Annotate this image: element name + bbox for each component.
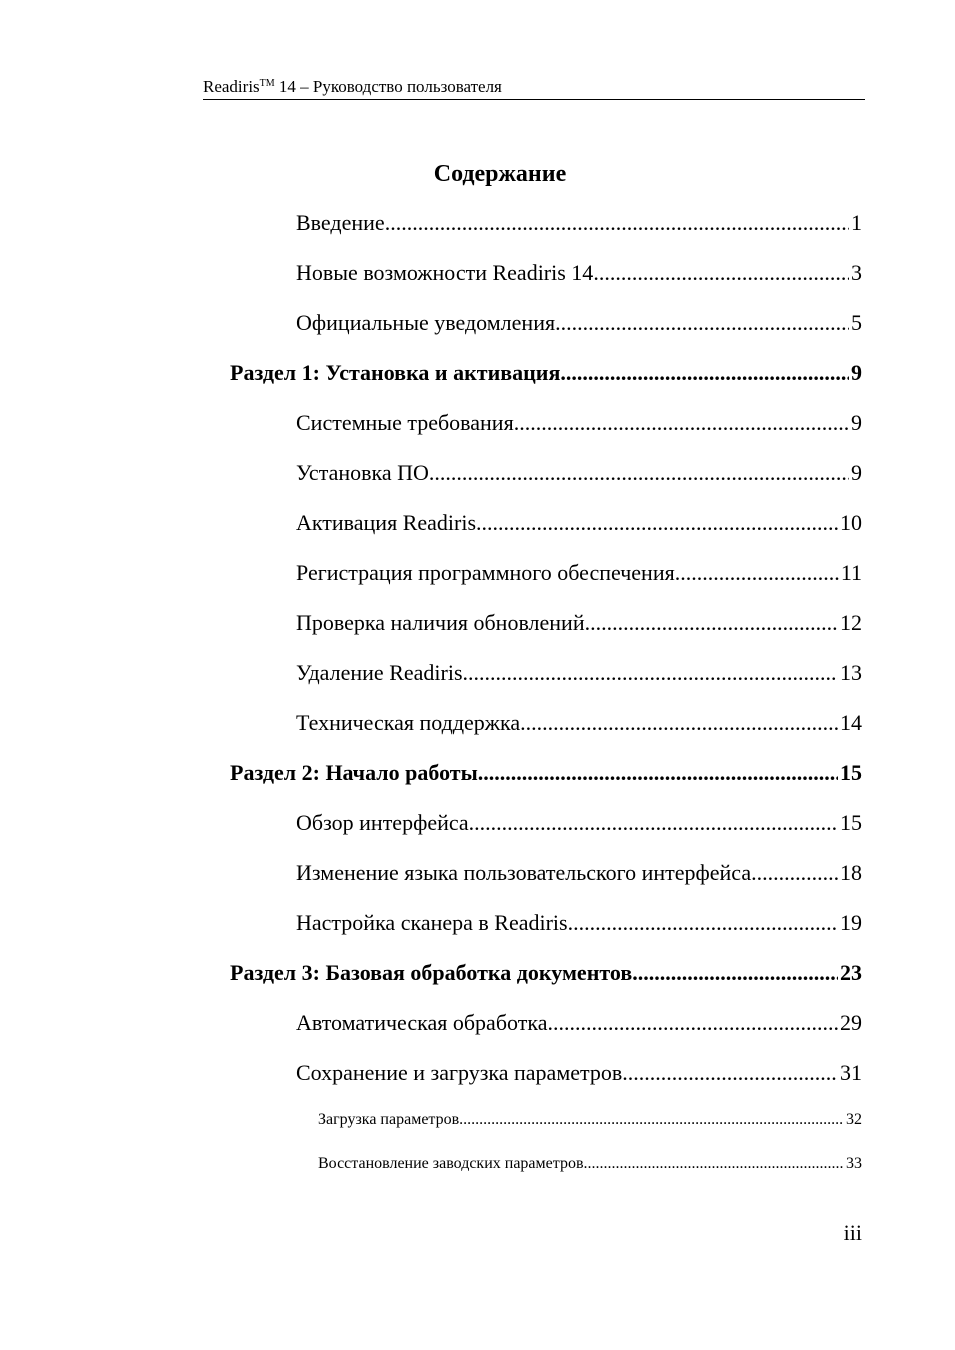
dot-leader <box>585 610 838 636</box>
dot-leader <box>675 560 839 586</box>
header-product: Readiris <box>203 77 260 96</box>
toc-entry-title: Техническая поддержка <box>296 710 521 735</box>
toc-entry-page: 32 <box>846 1111 862 1128</box>
toc-entry-page: 18 <box>840 860 862 885</box>
dot-leader <box>478 760 838 786</box>
toc-entry[interactable] <box>318 1111 862 1129</box>
toc-entry-title: Регистрация программного обеспечения <box>296 560 675 585</box>
toc-entry[interactable] <box>296 610 862 636</box>
toc-entry-title: Системные требования <box>296 410 514 435</box>
toc-entry[interactable] <box>296 860 862 886</box>
dot-leader <box>469 810 838 836</box>
toc-entry-page: 11 <box>840 560 862 585</box>
toc-entry-title: Автоматическая обработка <box>296 1010 548 1035</box>
toc-entry-title: Раздел 2: Начало работы <box>230 760 478 785</box>
dot-leader <box>555 310 849 336</box>
toc-entry-title: Проверка наличия обновлений <box>296 610 585 635</box>
toc-entry-page: 31 <box>840 1060 862 1085</box>
toc-entry-title: Введение <box>296 210 385 235</box>
toc-entry[interactable] <box>296 260 862 286</box>
toc-entry-title: Обзор интерфейса <box>296 810 469 835</box>
toc-entry-title: Раздел 3: Базовая обработка документов <box>230 960 633 985</box>
dot-leader <box>751 860 838 886</box>
toc-entry[interactable] <box>296 660 862 686</box>
dot-leader <box>459 1111 844 1129</box>
toc-entry-page: 3 <box>851 260 862 285</box>
dot-leader <box>593 260 849 286</box>
toc-entry-page: 19 <box>840 910 862 935</box>
toc-entry-page: 9 <box>851 410 862 435</box>
dot-leader <box>463 660 838 686</box>
toc-entry-title: Изменение языка пользовательского интерфейса <box>296 860 752 885</box>
dot-leader <box>568 910 838 936</box>
toc-entry-title: Загрузка параметров <box>318 1111 460 1128</box>
toc-entry-page: 5 <box>851 310 862 335</box>
toc-entry[interactable] <box>230 960 862 986</box>
toc-entry-page: 15 <box>840 810 862 835</box>
toc-entry-page: 12 <box>840 610 862 635</box>
toc-entry-page: 10 <box>840 510 862 535</box>
toc-entry-page: 1 <box>851 210 862 235</box>
toc-entry[interactable] <box>296 910 862 936</box>
toc-entry-page: 14 <box>840 710 862 735</box>
toc-entry[interactable] <box>230 360 862 386</box>
toc-entry[interactable] <box>296 1060 862 1086</box>
toc-entry-title: Новые возможности Readiris 14 <box>296 260 594 285</box>
dot-leader <box>385 210 849 236</box>
dot-leader <box>632 960 838 986</box>
toc-entry-page: 33 <box>846 1155 862 1172</box>
toc-entry[interactable] <box>296 460 862 486</box>
toc-entry-title: Установка ПО <box>296 460 429 485</box>
toc-entry[interactable] <box>296 810 862 836</box>
toc-entry[interactable] <box>296 510 862 536</box>
toc-entry[interactable] <box>296 710 862 736</box>
toc-entry-page: 23 <box>840 960 862 985</box>
dot-leader <box>520 710 838 736</box>
header-trademark: TM <box>259 78 275 89</box>
toc-entry[interactable] <box>296 560 862 586</box>
toc-entry-page: 29 <box>840 1010 862 1035</box>
toc-entry-title: Сохранение и загрузка параметров <box>296 1060 623 1085</box>
toc-entry[interactable] <box>296 1010 862 1036</box>
dot-leader <box>429 460 849 486</box>
toc-entry-page: 15 <box>840 760 862 785</box>
toc-entry[interactable] <box>318 1155 862 1173</box>
toc-entry[interactable] <box>296 210 862 236</box>
dot-leader <box>547 1010 838 1036</box>
toc-entry[interactable] <box>230 760 862 786</box>
toc-entry-title: Восстановление заводских параметров <box>318 1155 584 1172</box>
toc-entry-page: 9 <box>851 360 862 385</box>
toc-entry-page: 9 <box>851 460 862 485</box>
toc-entry-page: 13 <box>840 660 862 685</box>
toc-entry-title: Официальные уведомления <box>296 310 556 335</box>
dot-leader <box>560 360 849 386</box>
dot-leader <box>622 1060 838 1086</box>
toc-entry-title: Настройка сканера в Readiris <box>296 910 568 935</box>
toc-entry-title: Раздел 1: Установка и активация <box>230 360 561 385</box>
toc-entry[interactable] <box>296 410 862 436</box>
header-title: 14 – Руководство пользователя <box>274 77 502 96</box>
toc-title: Содержание <box>433 161 567 187</box>
page-number: iii <box>843 1220 862 1245</box>
toc-entry-title: Активация Readiris <box>296 510 477 535</box>
toc-entry-title: Удаление Readiris <box>296 660 463 685</box>
dot-leader <box>514 410 849 436</box>
dot-leader <box>584 1155 845 1173</box>
dot-leader <box>476 510 838 536</box>
toc-entry[interactable] <box>296 310 862 336</box>
